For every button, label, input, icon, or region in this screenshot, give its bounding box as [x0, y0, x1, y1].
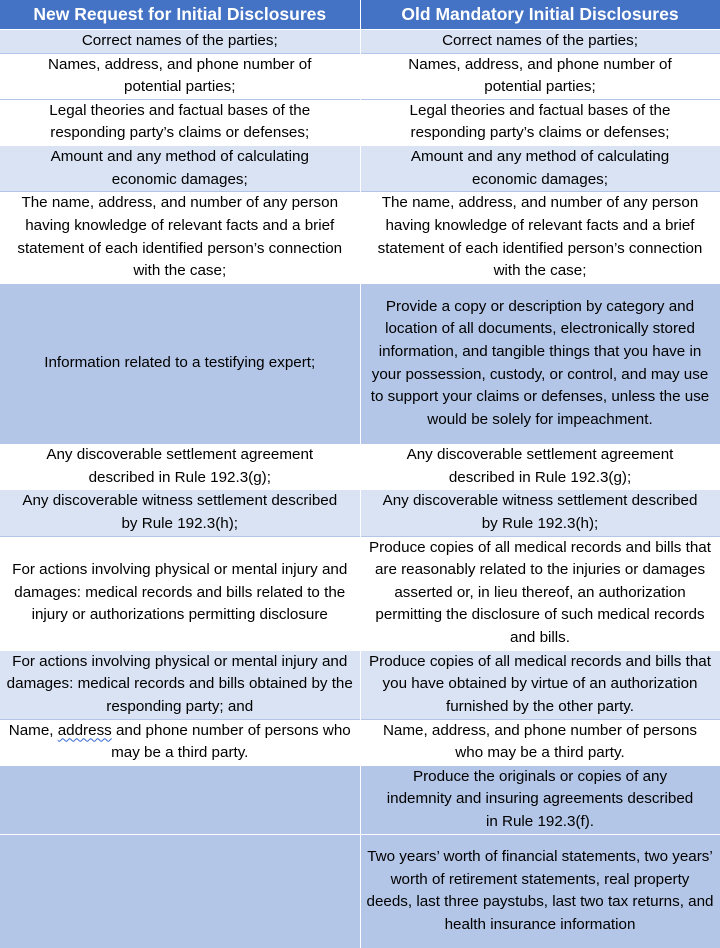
table-row — [0, 490, 720, 536]
cell-new: Any discoverable settlement agreement described in Rule 192.3(g); — [0, 444, 360, 490]
cell-new: Names, address, and phone number of potential parties; — [0, 53, 360, 99]
header-new-request: New Request for Initial Disclosures — [0, 0, 360, 30]
cell-new: The name, address, and number of any person having knowledge of relevant facts and a brief statement of each identified person’s connection with the case; — [0, 192, 360, 284]
cell-text-start: Name, — [8, 721, 58, 739]
cell-new: Information related to a testifying expert; — [0, 284, 360, 444]
cell-old: Name, address, and phone number of persons who may be a third party. — [360, 719, 720, 765]
cell-text-end: and phone number of persons who may be a third party. — [111, 721, 351, 762]
cell-old: Two years’ worth of financial statements, two years’ worth of retirement statements, real property deeds, last three paystubs, last two tax returns, and health insurance information — [360, 834, 720, 948]
header-row — [0, 0, 720, 30]
table-row — [0, 53, 720, 99]
table-row — [0, 834, 720, 948]
cell-new: For actions involving physical or mental injury and damages: medical records and bills obtained by the responding party; and — [0, 650, 360, 719]
cell-new — [0, 765, 360, 834]
table-row — [0, 765, 720, 834]
cell-new: Any discoverable witness settlement described by Rule 192.3(h); — [0, 490, 360, 536]
table-row — [0, 719, 720, 765]
table-row — [0, 650, 720, 719]
spellcheck-marked-word: address — [57, 721, 112, 739]
cell-old: Legal theories and factual bases of the responding party’s claims or defenses; — [360, 99, 720, 145]
header-old-mandatory: Old Mandatory Initial Disclosures — [360, 0, 720, 30]
cell-old: Provide a copy or description by category and location of all documents, electronically stored information, and tangible things that you have in your possession, custody, or control, and may use to support your claims or defenses, unless the use would be solely for impeachment. — [360, 284, 720, 444]
cell-old: Produce the originals or copies of any indemnity and insuring agreements described in Rule 192.3(f). — [360, 765, 720, 834]
table-row — [0, 145, 720, 191]
cell-new — [0, 834, 360, 948]
cell-new: Amount and any method of calculating economic damages; — [0, 145, 360, 191]
table-row — [0, 192, 720, 284]
table-row — [0, 536, 720, 650]
table-row — [0, 99, 720, 145]
cell-new: Correct names of the parties; — [0, 30, 360, 54]
table-row — [0, 444, 720, 490]
cell-old: Produce copies of all medical records and bills that are reasonably related to the injuries or damages asserted or, in lieu thereof, an authorization permitting the disclosure of such medical records and bills. — [360, 536, 720, 650]
cell-old: Produce copies of all medical records and bills that you have obtained by virtue of an authorization furnished by the other party. — [360, 650, 720, 719]
cell-old: Any discoverable witness settlement described by Rule 192.3(h); — [360, 490, 720, 536]
table-row — [0, 30, 720, 54]
cell-old: Any discoverable settlement agreement described in Rule 192.3(g); — [360, 444, 720, 490]
cell-new — [0, 719, 360, 765]
cell-old: Correct names of the parties; — [360, 30, 720, 54]
table-row — [0, 284, 720, 444]
cell-old: Amount and any method of calculating economic damages; — [360, 145, 720, 191]
cell-old: The name, address, and number of any person having knowledge of relevant facts and a brief statement of each identified person’s connection with the case; — [360, 192, 720, 284]
cell-new: For actions involving physical or mental injury and damages: medical records and bills related to the injury or authorizations permitting disclosure — [0, 536, 360, 650]
cell-new: Legal theories and factual bases of the responding party’s claims or defenses; — [0, 99, 360, 145]
cell-old: Names, address, and phone number of potential parties; — [360, 53, 720, 99]
